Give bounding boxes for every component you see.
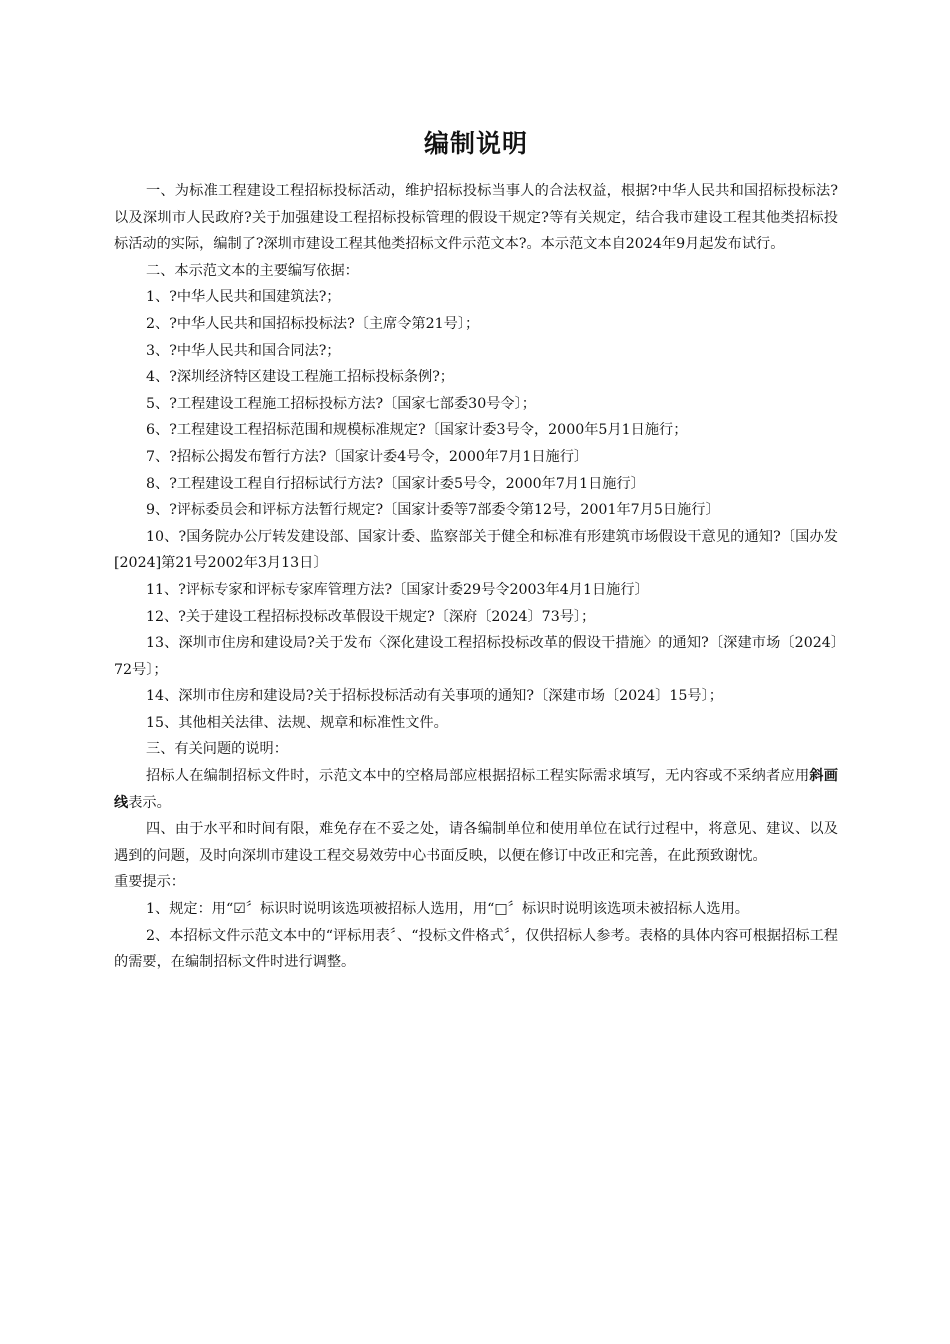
paragraph-feedback: 四、由于水平和时间有限，难免存在不妥之处，请各编制单位和使用单位在试行过程中，将意见、建议、以及遇到的问题，及时向深圳市建设工程交易效劳中心书面反映，以便在修订中改正和完善，在此预致谢忱。 (114, 821, 838, 864)
basis-item-10: 10、?国务院办公厅转发建设部、国家计委、监察部关于健全和标准有形建筑市场假设干意见的通知?〔国办发[2024]第21号2002年3月13日〕 (114, 528, 838, 572)
basis-item-9: 9、?评标委员会和评标方法暂行规定?〔国家计委等7部委令第12号，2001年7月5日施行〕 (146, 502, 720, 519)
basis-item-3: 3、?中华人民共和国合同法?； (146, 342, 341, 359)
basis-item-13: 13、深圳市住房和建设局?关于发布〈深化建设工程招标投标改革的假设干措施〉的通知?〔深建市场〔2024〕72号〕； (114, 635, 838, 678)
paragraph-purpose: 一、为标准工程建设工程招标投标活动，维护招标投标当事人的合法权益，根据?中华人民共和国招标投标法?以及深圳市人民政府?关于加强建设工程招标投标管理的假设干规定?等有关规定，结合我市建设工程其他类招标投标活动的实际，编制了?深圳市建设工程其他类招标文件示范文本?。本示范文本自2024年9月起发布试行。 (114, 183, 838, 253)
tip-item-1: 1、规定：用“☑〞标识时说明该选项被招标人选用，用“□〞标识时说明该选项未被招标人选用。 (146, 901, 749, 918)
document-body (114, 178, 838, 976)
note-bold-term: 斜画线 (114, 768, 838, 811)
basis-item-5: 5、?工程建设工程施工招标投标方法?〔国家七部委30号令〕； (146, 395, 536, 412)
basis-item-15: 15、其他相关法律、法规、规章和标准性文件。 (146, 714, 448, 731)
basis-item-4: 4、?深圳经济特区建设工程施工招标投标条例?； (146, 369, 454, 386)
basis-item-7: 7、?招标公揭发布暂行方法?〔国家计委4号令，2000年7月1日施行〕 (146, 448, 589, 465)
basis-item-12: 12、?关于建设工程招标投标改革假设干规定?〔深府〔2024〕73号〕； (146, 608, 596, 625)
basis-item-1: 1、?中华人民共和国建筑法?； (146, 289, 341, 306)
paragraph-issues-heading: 三、有关问题的说明： (146, 741, 288, 758)
tips-heading: 重要提示： (114, 874, 185, 891)
tip-item-2: 2、本招标文件示范文本中的“评标用表〞、“投标文件格式〞，仅供招标人参考。表格的具体内容可根据招标工程的需要，在编制招标文件时进行调整。 (114, 927, 838, 971)
paragraph-blank-fill-note (114, 763, 838, 816)
basis-item-8: 8、?工程建设工程自行招标试行方法?〔国家计委5号令，2000年7月1日施行〕 (146, 475, 645, 492)
note-text-before: 招标人在编制招标文件时，示范文本中的空格局部应根据招标工程实际需求填写，无内容或不采纳者应用 (146, 768, 810, 785)
basis-item-6: 6、?工程建设工程招标范围和规模标准规定?〔国家计委3号令，2000年5月1日施行； (146, 422, 688, 439)
basis-item-2: 2、?中华人民共和国招标投标法?〔主席令第21号〕； (146, 315, 480, 332)
basis-item-11: 11、?评标专家和评标专家库管理方法?〔国家计委29号令2003年4月1日施行〕 (146, 581, 649, 598)
paragraph-basis-heading: 二、本示范文本的主要编写依据： (146, 262, 359, 279)
page-title: 编制说明 (423, 129, 528, 158)
note-text-after: 表示。 (128, 794, 171, 811)
basis-item-14: 14、深圳市住房和建设局?关于招标投标活动有关事项的通知?〔深建市场〔2024〕15号〕； (146, 688, 723, 705)
